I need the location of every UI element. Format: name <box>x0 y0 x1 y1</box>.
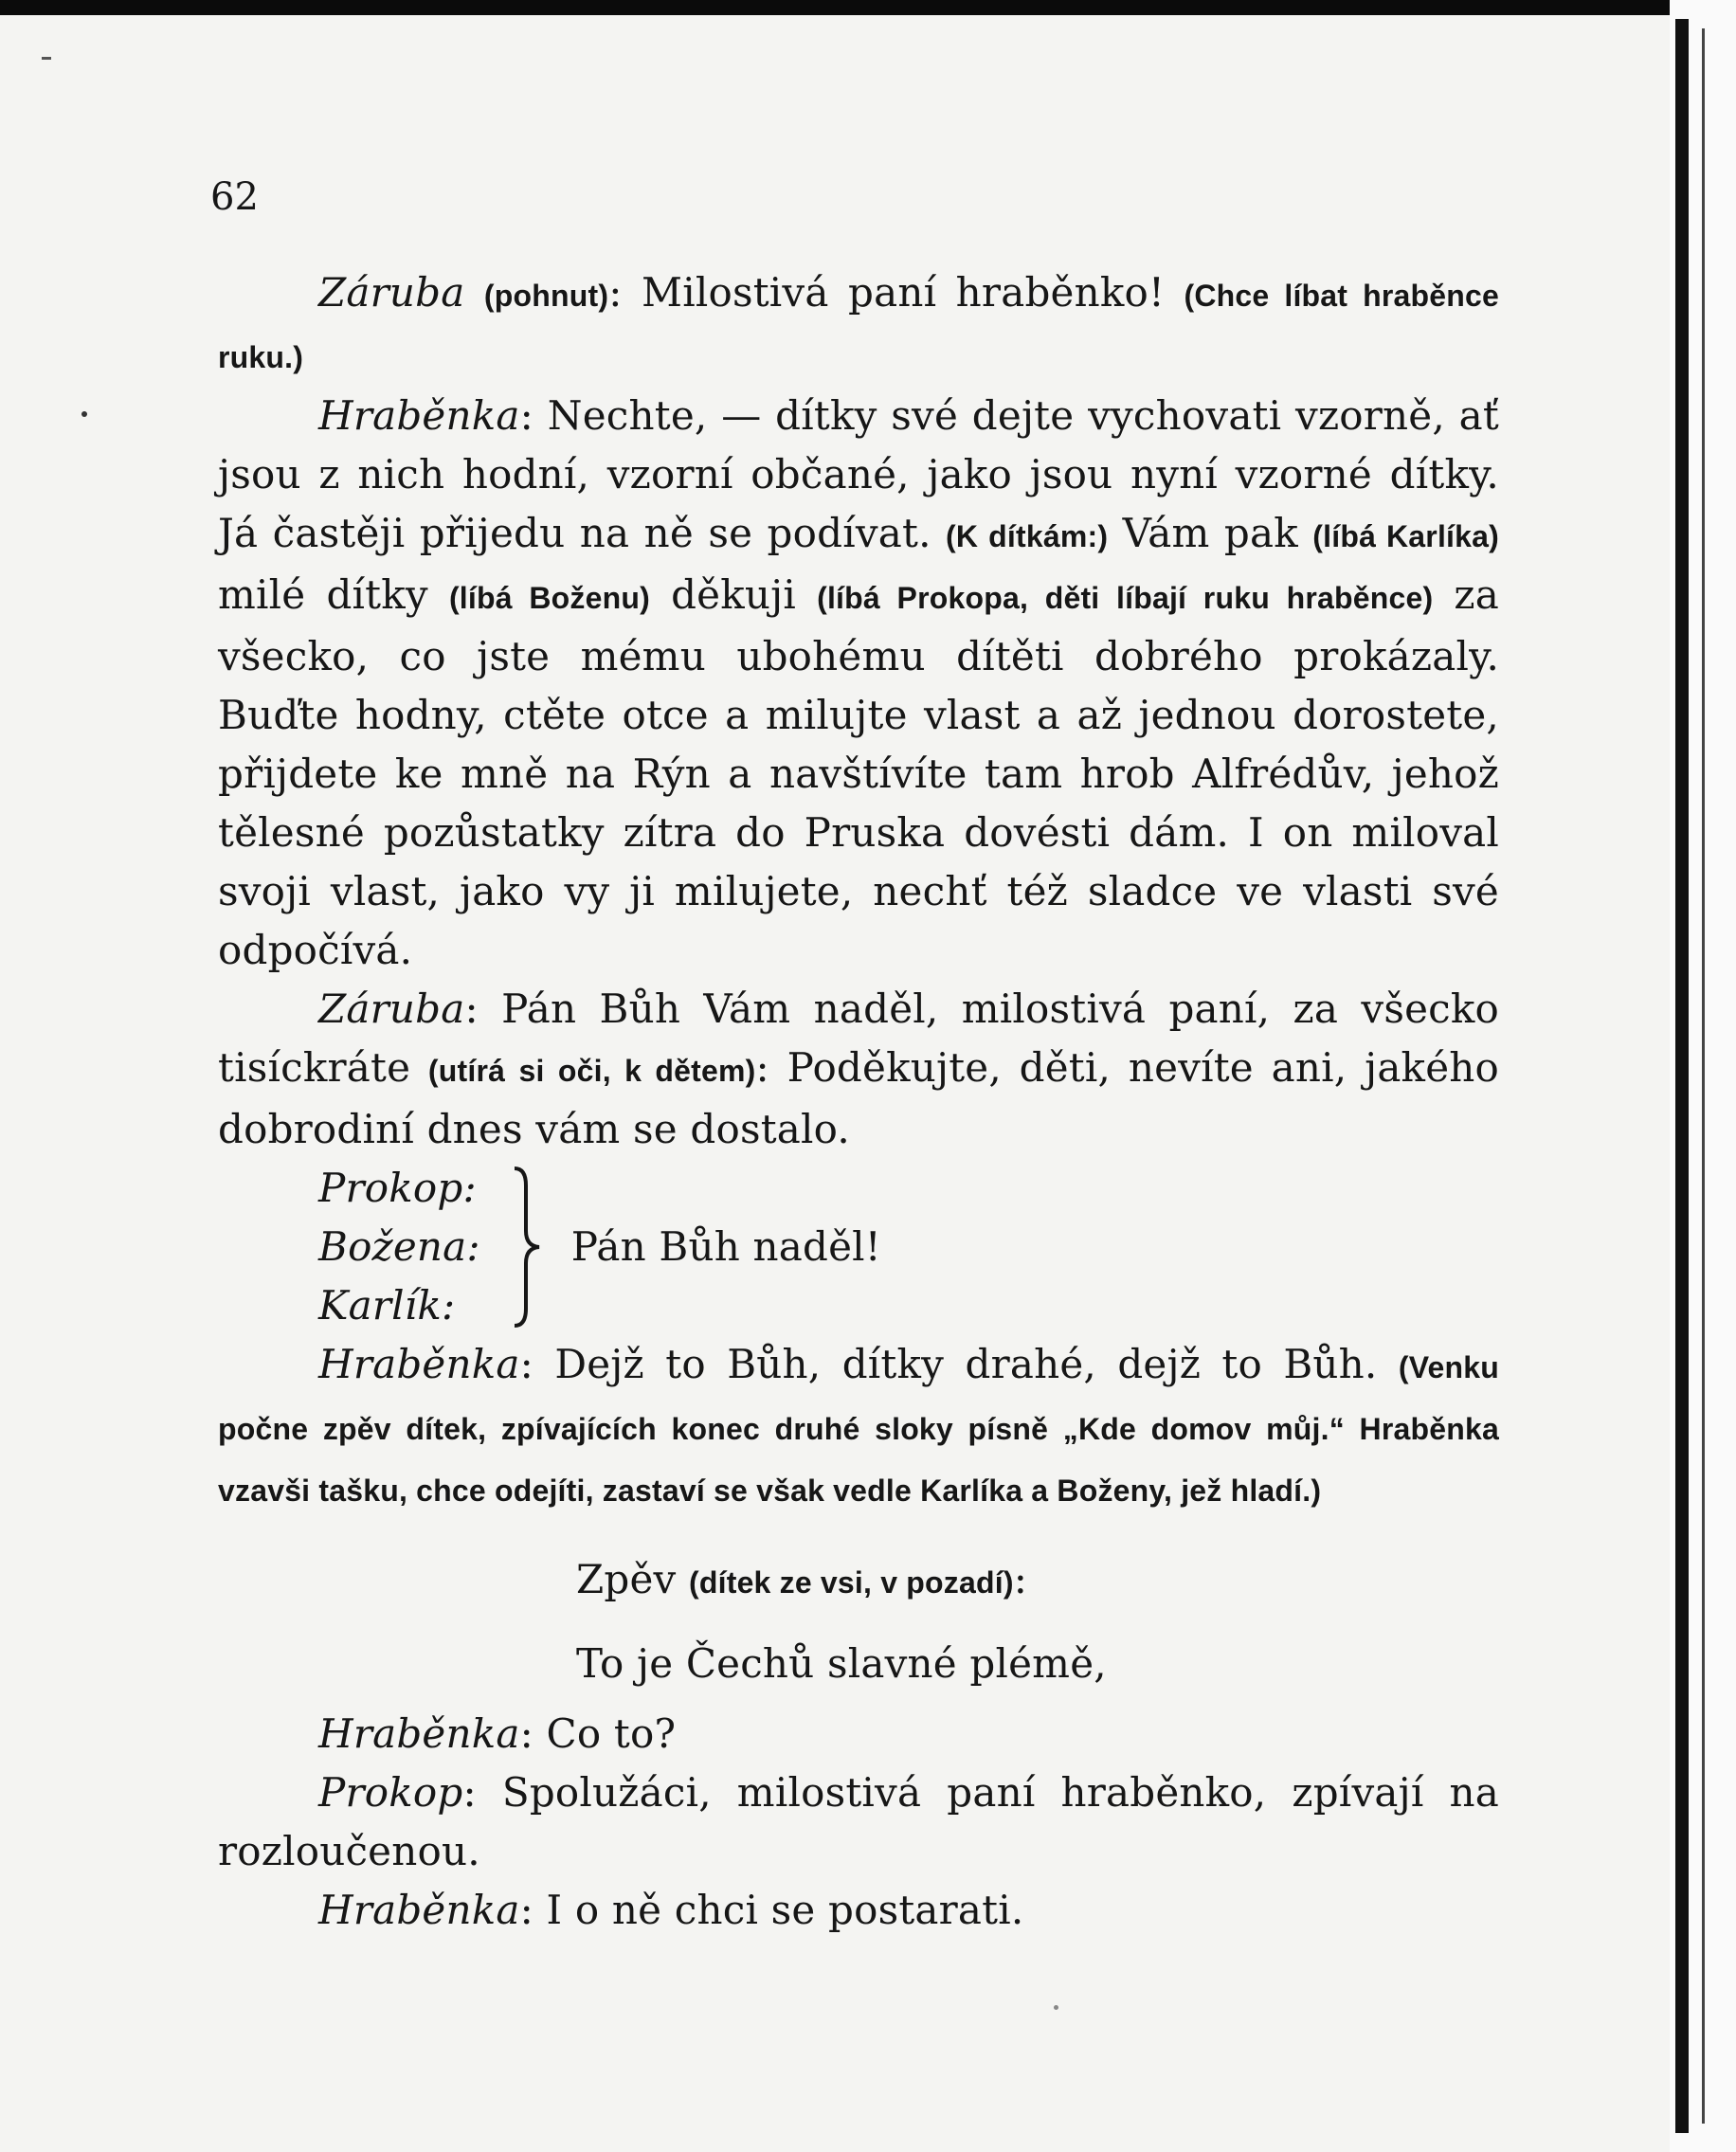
speaker-name: Záruba <box>318 269 465 316</box>
page-number: 62 <box>210 175 259 219</box>
speaker-name: Hraběnka <box>318 1887 520 1933</box>
scan-dot-lower <box>1054 2005 1058 2010</box>
speaker-name: Hraběnka <box>318 1341 520 1387</box>
play-text <box>218 263 1499 1940</box>
stage-direction: (líbá Boženu) <box>448 581 650 615</box>
dialogue-paragraph <box>218 1705 1499 1763</box>
stage-direction-paragraph <box>218 1335 1499 1520</box>
dialogue-text: : Poděkujte, děti, nevíte ani, jakého dobrodiní dnes vám se dostalo. <box>218 1044 1499 1152</box>
speaker-name: Hraběnka <box>318 1710 520 1757</box>
speaker-name: Prokop <box>318 1769 463 1816</box>
scan-dot <box>81 411 87 417</box>
dialogue-paragraph <box>218 387 1499 980</box>
stage-direction: (K dítkám:) <box>946 519 1109 553</box>
dialogue-text: milé dítky <box>218 571 449 618</box>
speaker-name: Hraběnka <box>318 392 520 439</box>
song-line: To je Čechů slavné plémě, <box>576 1640 1107 1687</box>
scan-top-border <box>0 0 1736 15</box>
closing-dialogue <box>218 1705 1499 1940</box>
dialogue-text: : Dejž to Bůh, dítky drahé, dejž to Bůh. <box>519 1341 1399 1387</box>
stage-direction: (utírá si oči, k dětem) <box>427 1054 756 1088</box>
stage-direction: (Venku počne zpěv dítek, zpívajících konec druhé sloky písně „Kde domov můj.“ Hraběnka vzavši tašku, chce odejíti, zastaví se však vedle Karlíka a Boženy, jež hladí.) <box>218 1350 1499 1508</box>
stage-direction: (líbá Karlíka) <box>1312 519 1499 553</box>
dialogue-paragraph <box>218 1335 1499 1520</box>
song-label: Zpěv <box>576 1556 677 1602</box>
binding-edge-inner <box>1702 28 1705 2124</box>
dialogue-text: děkuji <box>649 571 818 618</box>
chorus-speaker-karlik: Karlík: <box>318 1282 456 1329</box>
binding-edge <box>1675 19 1689 2133</box>
dialogue-paragraphs <box>218 263 1499 1159</box>
dialogue-text: Vám pak <box>1108 510 1313 556</box>
dialogue-text: za všecko, co jste mému ubohému dítěti dobrého prokázaly. Buďte hodny, ctěte otce a milujte vlast a až jednou dorostete, přijdete ke mně na Rýn a navštívíte tam hrob Alfrédův, jehož tělesné pozůstatky zítra do Pruska dovésti dám. I on miloval svoji vlast, jako vy ji milujete, nechť též sladce ve vlasti své odpočívá. <box>218 571 1500 973</box>
dialogue-paragraph <box>218 980 1499 1159</box>
dialogue-text: : Spolužáci, milostivá paní hraběnko, zpívají na rozloučenou. <box>218 1769 1499 1874</box>
dialogue-paragraph <box>218 263 1499 387</box>
dialogue-text: : Co to? <box>519 1710 677 1757</box>
chorus-speaker-bozena: Božena: <box>318 1223 480 1270</box>
stage-direction: (líbá Prokopa, děti líbají ruku hraběnce) <box>817 581 1434 615</box>
curly-brace-icon <box>509 1166 547 1328</box>
dialogue-text: : Pán Bůh Vám naděl, milostivá paní, za všecko tisíckráte <box>218 986 1499 1091</box>
scan-mark <box>42 57 51 60</box>
dialogue-text: : Milostivá paní hraběnko! <box>608 269 1184 316</box>
chorus-line: Pán Bůh naděl! <box>570 1223 881 1270</box>
stage-direction: (pohnut) <box>483 279 609 313</box>
stage-direction: (Chce líbat hraběnce ruku.) <box>218 279 1499 374</box>
chorus-speaker-prokop: Prokop: <box>318 1165 477 1211</box>
dialogue-text: : Nechte, — dítky své dejte vychovati vzorně, ať jsou z nich hodní, vzorní občané, jako jsou nyní vzorné dítky. Já častěji přijedu na ně se podívat. <box>218 392 1499 556</box>
dialogue-text: : I o ně chci se postarati. <box>519 1887 1024 1933</box>
dialogue-text <box>464 269 483 316</box>
speaker-name: Záruba <box>318 986 465 1032</box>
dialogue-paragraph <box>218 1763 1499 1881</box>
song-direction: (dítek ze vsi, v pozadí) <box>689 1565 1014 1600</box>
song-heading: Zpěv (dítek ze vsi, v pozadí): <box>576 1556 1028 1602</box>
chorus-block <box>318 1159 1499 1335</box>
chorus-speakers <box>318 1159 480 1335</box>
dialogue-paragraph <box>218 1881 1499 1940</box>
